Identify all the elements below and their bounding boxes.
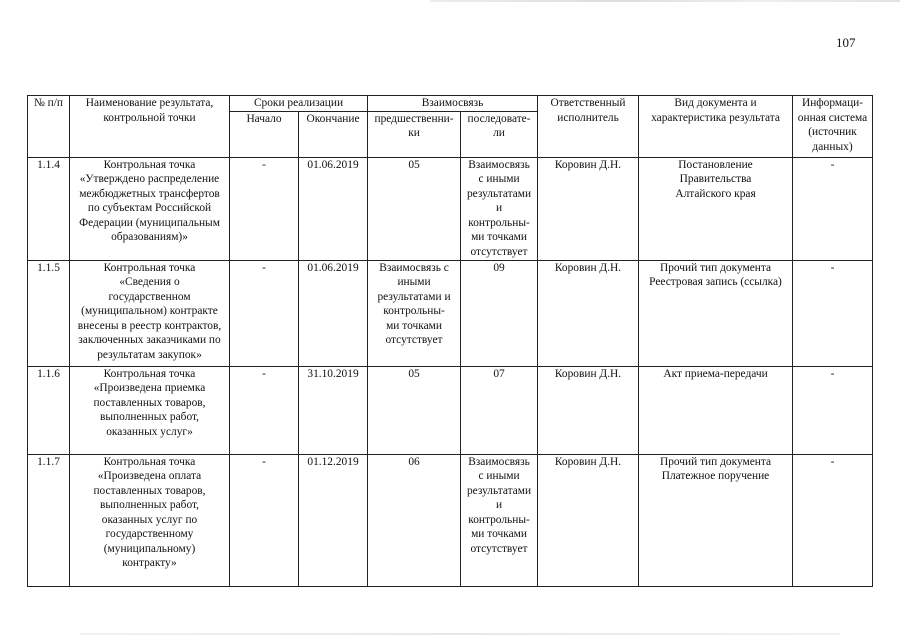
header-doc-type: Вид документа и характеристика результата [639,96,793,158]
header-predecessors: предшественни- ки [368,111,461,157]
executor-cell: Коровин Д.Н. [538,366,639,454]
header-deadlines: Сроки реализации [230,96,368,112]
end-date: 01.12.2019 [299,454,368,586]
result-name: Контрольная точка «Произведена оплата поставленных товаров, выполненных работ, оказанных услуг по государственному (муниципальному) контракту» [70,454,230,586]
row-number: 1.1.4 [28,157,70,260]
table-row [28,260,873,366]
header-executor: Ответственный исполнитель [538,96,639,158]
executor-cell: Коровин Д.Н. [538,260,639,366]
doc-type-cell: Акт приема-передачи [639,366,793,454]
end-date: 31.10.2019 [299,366,368,454]
info-system-cell: - [793,454,873,586]
header-row-top [28,96,873,112]
successors-cell: 07 [461,366,538,454]
doc-type-cell: Прочий тип документа Платежное поручение [639,454,793,586]
predecessors-cell: 06 [368,454,461,586]
info-system-cell: - [793,366,873,454]
page-number: 107 [836,35,856,50]
header-successors: последовате- ли [461,111,538,157]
table-row [28,157,873,260]
executor-cell: Коровин Д.Н. [538,454,639,586]
header-relation: Взаимосвязь [368,96,538,112]
header-start: Начало [230,111,299,157]
scan-artifact-bottom [80,633,840,635]
result-name: Контрольная точка «Утверждено распределение межбюджетных трансфертов по субъектам Российской Федерации (муниципальным образованиям)» [70,157,230,260]
row-number: 1.1.6 [28,366,70,454]
successors-cell: 09 [461,260,538,366]
info-system-cell: - [793,260,873,366]
end-date: 01.06.2019 [299,260,368,366]
predecessors-cell: 05 [368,157,461,260]
start-date: - [230,260,299,366]
header-name: Наименование результата, контрольной точки [70,96,230,158]
result-name: Контрольная точка «Сведения о государственном (муниципальном) контракте внесены в реестр контрактов, заключенных заказчиками по результатам закупок» [70,260,230,366]
start-date: - [230,157,299,260]
successors-cell: Взаимосвязь с иными результатами и контрольны- ми точками отсутствует [461,454,538,586]
start-date: - [230,454,299,586]
table-row [28,366,873,454]
result-name: Контрольная точка «Произведена приемка поставленных товаров, выполненных работ, оказанных услуг» [70,366,230,454]
row-number: 1.1.5 [28,260,70,366]
row-number: 1.1.7 [28,454,70,586]
start-date: - [230,366,299,454]
header-num: № п/п [28,96,70,158]
header-end: Окончание [299,111,368,157]
successors-cell: Взаимосвязь с иными результатами и контрольны- ми точками отсутствует [461,157,538,260]
table-row [28,454,873,586]
scan-artifact-top [430,0,900,2]
doc-type-cell: Прочий тип документа Реестровая запись (ссылка) [639,260,793,366]
predecessors-cell: 05 [368,366,461,454]
predecessors-cell: Взаимосвязь с иными результатами и контрольны- ми точками отсутствует [368,260,461,366]
info-system-cell: - [793,157,873,260]
executor-cell: Коровин Д.Н. [538,157,639,260]
doc-type-cell: Постановление Правительства Алтайского края [639,157,793,260]
results-table [27,95,873,587]
header-info-system: Информаци- онная система (источник данных) [793,96,873,158]
end-date: 01.06.2019 [299,157,368,260]
